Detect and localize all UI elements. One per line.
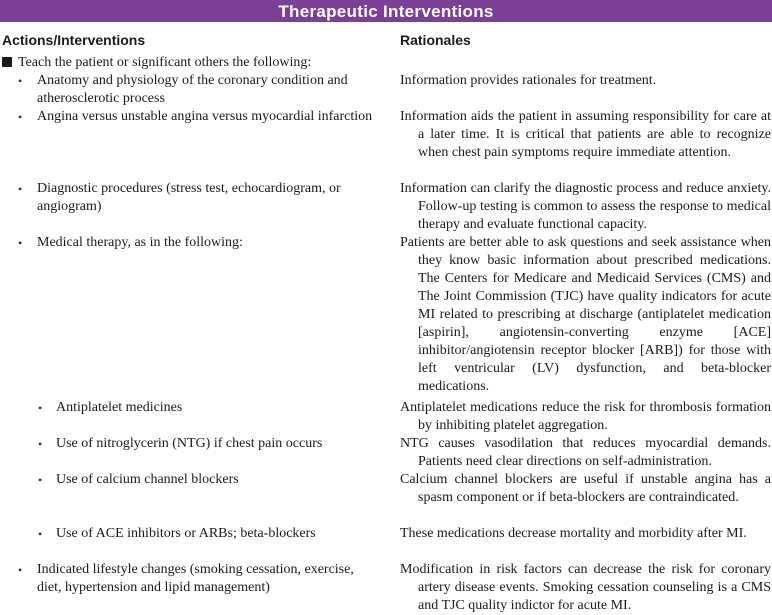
page-title: Therapeutic Interventions bbox=[0, 0, 772, 22]
bullet-icon: • bbox=[18, 110, 23, 124]
rationale-lifestyle: Modification in risk factors can decrease the risk for coronary artery disease events. Smoking cessation counseling is a CMS and TJC quality indictor for acute MI. bbox=[400, 562, 771, 613]
bullet-icon: • bbox=[38, 527, 43, 541]
action-ace-inhibitors: Use of ACE inhibitors or ARBs; beta-blockers bbox=[56, 526, 316, 541]
bullet-icon: • bbox=[18, 563, 23, 577]
intro-text bbox=[2, 54, 382, 72]
rationale-nitroglycerin: NTG causes vasodilation that reduces myocardial demands. Patients need clear directions on self-administration. bbox=[400, 436, 771, 469]
bullet-icon: • bbox=[38, 437, 43, 451]
actions-column-header: Actions/Interventions bbox=[2, 32, 146, 48]
action-medical-therapy: Medical therapy, as in the following: bbox=[37, 235, 243, 250]
rationales-column-header: Rationales bbox=[400, 32, 471, 48]
intro-label: Teach the patient or significant others the following: bbox=[18, 55, 312, 70]
square-bullet-icon bbox=[2, 57, 12, 67]
action-lifestyle: Indicated lifestyle changes (smoking cessation, exercise, diet, hypertension and lipid management) bbox=[37, 562, 354, 595]
action-angina: Angina versus unstable angina versus myocardial infarction bbox=[37, 109, 373, 124]
action-anatomy: Anatomy and physiology of the coronary condition and atherosclerotic process bbox=[37, 73, 348, 106]
rationale-calcium-channel: Calcium channel blockers are useful if unstable angina has a spasm component or if beta-blockers are contraindicated. bbox=[400, 472, 771, 505]
rationale-ace-inhibitors: These medications decrease mortality and morbidity after MI. bbox=[400, 526, 747, 541]
bullet-icon: • bbox=[38, 401, 43, 415]
bullet-icon: • bbox=[18, 236, 23, 250]
bullet-icon: • bbox=[18, 74, 23, 88]
rationale-diagnostics: Information can clarify the diagnostic process and reduce anxiety. Follow-up testing is common to assess the response to medical therapy and evaluate functional capacity. bbox=[400, 181, 771, 232]
rationale-anatomy: Information provides rationales for treatment. bbox=[400, 73, 657, 88]
action-calcium-channel: Use of calcium channel blockers bbox=[56, 472, 239, 487]
rationale-antiplatelet: Antiplatelet medications reduce the risk for thrombosis formation by inhibiting platelet aggregation. bbox=[400, 400, 771, 433]
action-antiplatelet: Antiplatelet medicines bbox=[56, 400, 183, 415]
bullet-icon: • bbox=[38, 473, 43, 487]
rationale-medical-therapy: Patients are better able to ask questions and seek assistance when they know basic information about prescribed medications. The Centers for Medicare and Medicaid Services (CMS) and The Joint Commission (TJC) have quality indicators for acute MI related to prescribing at discharge (antiplatelet medication [aspirin], angiotensin-converting enzyme [ACE] inhibitor/angiotensin receptor blocker [ARB]) for those with left ventricular (LV) dysfunction, and beta-blocker medications. bbox=[400, 235, 771, 394]
action-nitroglycerin: Use of nitroglycerin (NTG) if chest pain occurs bbox=[56, 436, 323, 451]
bullet-icon: • bbox=[18, 182, 23, 196]
rationale-angina: Information aids the patient in assuming responsibility for care at a later time. It is critical that patients are able to recognize when chest pain symptoms require immediate attention. bbox=[400, 109, 771, 160]
action-diagnostics: Diagnostic procedures (stress test, echocardiogram, or angiogram) bbox=[37, 181, 341, 214]
